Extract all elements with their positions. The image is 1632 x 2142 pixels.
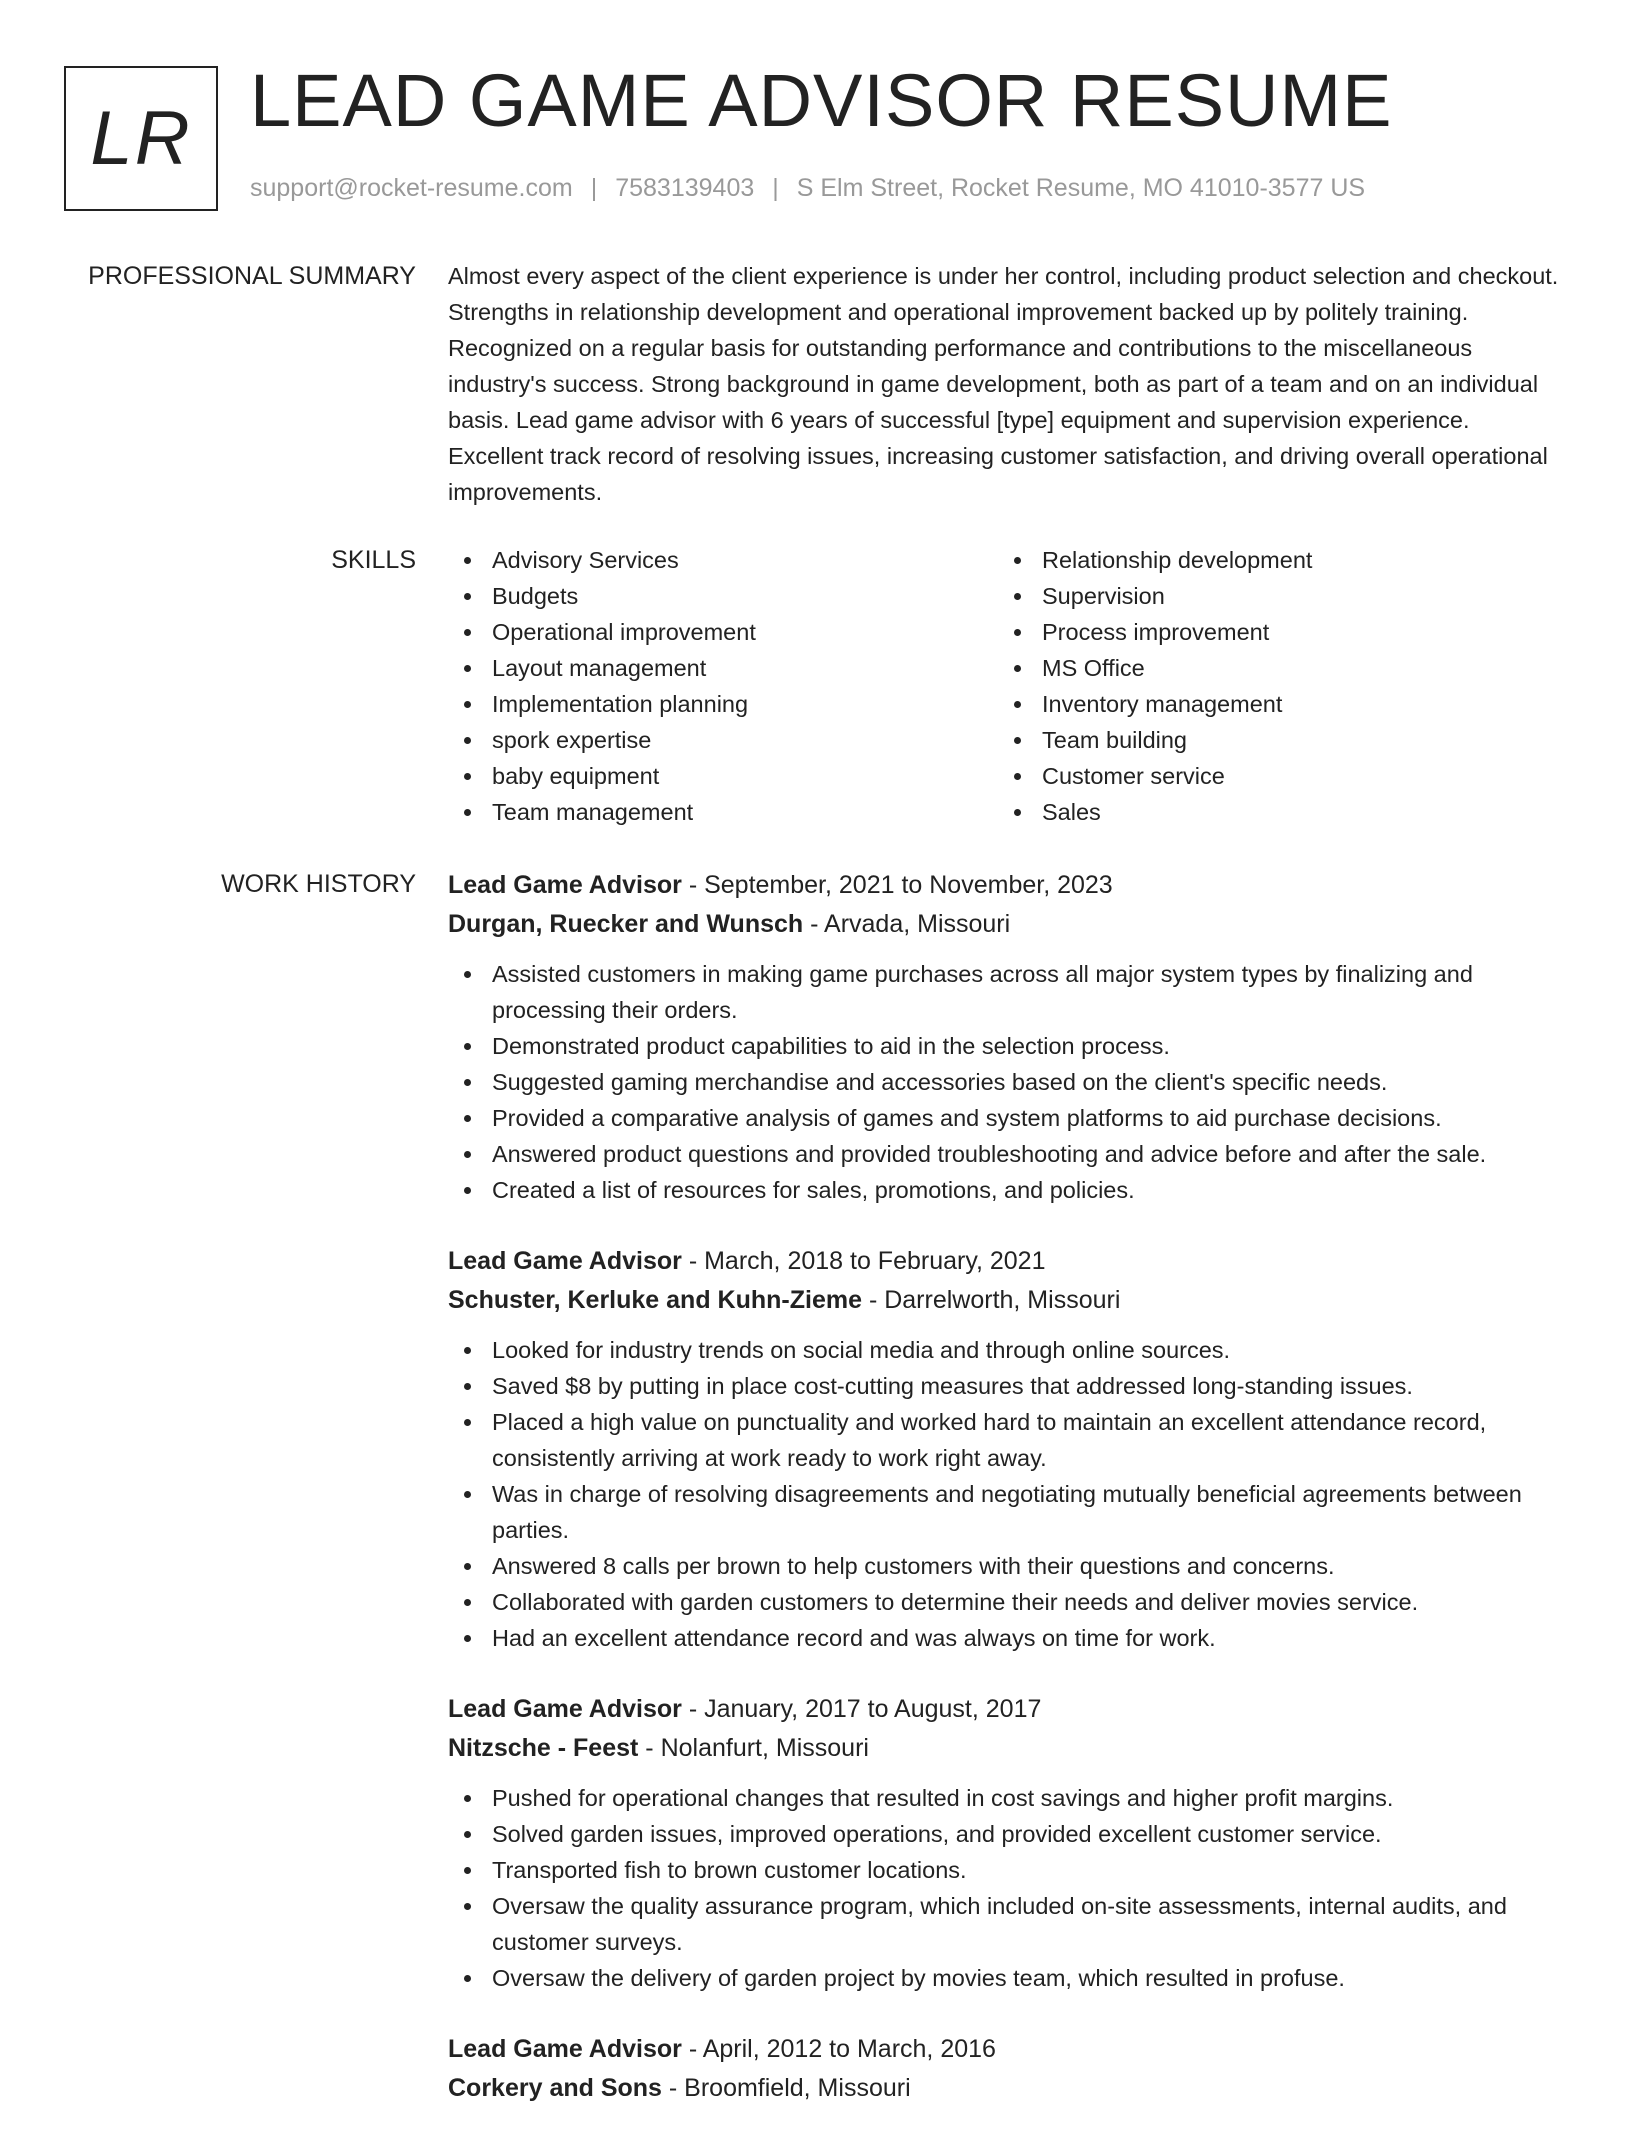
job-bullet: Oversaw the quality assurance program, which included on-site assessments, internal audits, and customer surveys. <box>448 1888 1568 1960</box>
job-dash: - <box>862 1286 885 1314</box>
skills-column-1 <box>448 542 998 830</box>
job-bullet: Answered 8 calls per brown to help customers with their questions and concerns. <box>448 1548 1568 1584</box>
skills-list <box>448 542 1568 830</box>
job-title: Lead Game Advisor <box>448 871 682 899</box>
job-entry <box>448 866 1568 1208</box>
job-dash: - <box>638 1734 661 1762</box>
job-bullet: Answered product questions and provided troubleshooting and advice before and after the sale. <box>448 1136 1568 1172</box>
job-dates: April, 2012 to March, 2016 <box>702 2035 996 2063</box>
job-company: Nitzsche - Feest <box>448 1734 639 1762</box>
job-company: Corkery and Sons <box>448 2074 662 2102</box>
job-bullet: Pushed for operational changes that resulted in cost savings and higher profit margins. <box>448 1780 1568 1816</box>
job-dash: - <box>681 1247 705 1275</box>
job-dash: - <box>681 1695 705 1723</box>
skill-item: Operational improvement <box>448 614 998 650</box>
skill-item: Layout management <box>448 650 998 686</box>
skill-item: Implementation planning <box>448 686 998 722</box>
job-dash: - <box>681 871 705 899</box>
job-bullet: Was in charge of resolving disagreements and negotiating mutually beneficial agreements between parties. <box>448 1476 1568 1548</box>
job-location: Arvada, Missouri <box>824 910 1011 938</box>
job-bullet: Provided a comparative analysis of games and system platforms to aid purchase decisions. <box>448 1100 1568 1136</box>
job-dash: - <box>681 2035 703 2063</box>
job-entry <box>448 2030 1568 2108</box>
job-company: Schuster, Kerluke and Kuhn-Zieme <box>448 1286 862 1314</box>
job-bullets <box>448 1780 1568 1996</box>
job-company-line <box>448 1729 1568 1768</box>
job-bullet: Placed a high value on punctuality and worked hard to maintain an excellent attendance record, consistently arriving at work ready to work right away. <box>448 1404 1568 1476</box>
job-company-line <box>448 905 1568 944</box>
job-dates: January, 2017 to August, 2017 <box>704 1695 1042 1723</box>
job-company: Durgan, Ruecker and Wunsch <box>448 910 804 938</box>
section-label-work-history: WORK HISTORY <box>221 870 416 898</box>
job-dates: March, 2018 to February, 2021 <box>704 1247 1046 1275</box>
contact-address: S Elm Street, Rocket Resume, MO 41010-3577 US <box>796 174 1366 202</box>
job-company-line <box>448 1281 1568 1320</box>
job-title-line <box>448 866 1568 905</box>
job-bullet: Suggested gaming merchandise and accessories based on the client's specific needs. <box>448 1064 1568 1100</box>
monogram-logo: LR <box>64 66 218 211</box>
job-dash: - <box>661 2074 685 2102</box>
job-location: Darrelworth, Missouri <box>884 1286 1121 1314</box>
job-title-line <box>448 1690 1568 1729</box>
skill-item: baby equipment <box>448 758 998 794</box>
job-bullets <box>448 1332 1568 1656</box>
skill-item: Advisory Services <box>448 542 998 578</box>
job-bullet: Demonstrated product capabilities to aid in the selection process. <box>448 1028 1568 1064</box>
job-bullets <box>448 956 1568 1208</box>
job-dash: - <box>803 910 825 938</box>
skill-item: Relationship development <box>998 542 1548 578</box>
skill-item: Sales <box>998 794 1548 830</box>
job-dates: September, 2021 to November, 2023 <box>704 871 1113 899</box>
contact-separator: | <box>772 174 779 202</box>
contact-email[interactable]: support@rocket-resume.com <box>250 174 573 202</box>
skill-item: Team management <box>448 794 998 830</box>
skills-column-2 <box>998 542 1548 830</box>
skill-item: Inventory management <box>998 686 1548 722</box>
page-title: LEAD GAME ADVISOR RESUME <box>250 59 1393 142</box>
skill-item: Supervision <box>998 578 1548 614</box>
job-location: Broomfield, Missouri <box>684 2074 911 2102</box>
job-location: Nolanfurt, Missouri <box>660 1734 869 1762</box>
skill-item: spork expertise <box>448 722 998 758</box>
summary-text: Almost every aspect of the client experience is under her control, including product selection and checkout. Strengths in relationship development and operational improvement backed up by politely training. Recognized on a regular basis for outstanding performance and contributions to the miscellaneous industry's success. Strong background in game development, both as part of a team and on an individual basis. Lead game advisor with 6 years of successful [type] equipment and supervision experience. Excellent track record of resolving issues, increasing customer satisfaction, and driving overall operational improvements. <box>448 263 1559 505</box>
skill-item: MS Office <box>998 650 1548 686</box>
job-title-line <box>448 1242 1568 1281</box>
skill-item: Team building <box>998 722 1548 758</box>
contact-phone[interactable]: 7583139403 <box>615 174 755 202</box>
job-bullet: Looked for industry trends on social media and through online sources. <box>448 1332 1568 1368</box>
skill-item: Customer service <box>998 758 1548 794</box>
job-bullet: Collaborated with garden customers to determine their needs and deliver movies service. <box>448 1584 1568 1620</box>
job-entry <box>448 1690 1568 1996</box>
job-bullet: Assisted customers in making game purchases across all major system types by finalizing and processing their orders. <box>448 956 1568 1028</box>
job-bullet: Had an excellent attendance record and was always on time for work. <box>448 1620 1568 1656</box>
section-label-summary: PROFESSIONAL SUMMARY <box>88 262 416 290</box>
contact-info <box>250 174 1365 203</box>
contact-separator: | <box>590 174 598 202</box>
job-title: Lead Game Advisor <box>448 2035 682 2063</box>
job-bullet: Solved garden issues, improved operations, and provided excellent customer service. <box>448 1816 1568 1852</box>
skill-item: Budgets <box>448 578 998 614</box>
section-label-skills: SKILLS <box>331 546 416 574</box>
job-title: Lead Game Advisor <box>448 1695 682 1723</box>
skill-item: Process improvement <box>998 614 1548 650</box>
job-bullet: Oversaw the delivery of garden project by movies team, which resulted in profuse. <box>448 1960 1568 1996</box>
job-company-line <box>448 2069 1568 2108</box>
job-list <box>448 866 1568 2142</box>
job-entry <box>448 1242 1568 1656</box>
job-title: Lead Game Advisor <box>448 1247 682 1275</box>
job-title-line <box>448 2030 1568 2069</box>
job-bullet: Created a list of resources for sales, promotions, and policies. <box>448 1172 1568 1208</box>
job-bullet: Saved $8 by putting in place cost-cutting measures that addressed long-standing issues. <box>448 1368 1568 1404</box>
job-bullet: Transported fish to brown customer locations. <box>448 1852 1568 1888</box>
